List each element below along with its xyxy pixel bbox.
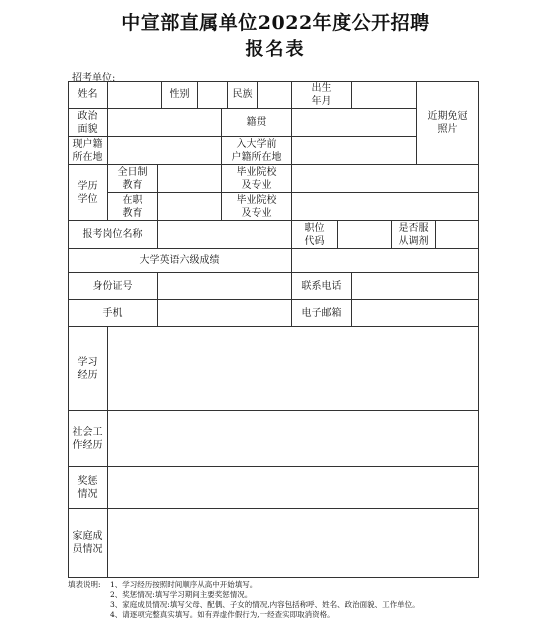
label-education: 学历 学位 — [68, 165, 108, 221]
label-school-major-parttime: 毕业院校 及专业 — [222, 193, 292, 221]
form-subtitle: 报名表 — [245, 39, 306, 60]
field-school-major-fulltime[interactable] — [292, 165, 479, 193]
label-native-place: 籍贯 — [222, 109, 292, 137]
label-accept-adjustment: 是否服 从调剂 — [392, 221, 436, 249]
field-hukou[interactable] — [108, 137, 222, 165]
label-email: 电子邮箱 — [292, 300, 352, 327]
notes-label: 填表说明: — [68, 580, 101, 589]
label-gender: 性别 — [162, 81, 198, 109]
field-cet6-score[interactable] — [292, 249, 479, 273]
field-parttime-education[interactable] — [158, 193, 222, 221]
label-school-major-fulltime: 毕业院校 及专业 — [222, 165, 292, 193]
field-ethnicity[interactable] — [258, 81, 292, 109]
label-birth: 出生 年月 — [292, 81, 352, 109]
label-id-number: 身份证号 — [68, 273, 158, 300]
field-id-number[interactable] — [158, 273, 292, 300]
field-email[interactable] — [352, 300, 479, 327]
field-birth[interactable] — [352, 81, 417, 109]
label-rewards: 奖惩 情况 — [68, 467, 108, 509]
field-accept-adjustment[interactable] — [436, 221, 479, 249]
label-name: 姓名 — [68, 81, 108, 109]
field-name[interactable] — [108, 81, 162, 109]
note-item: 3、家庭成员情况:填写父母、配偶、子女的情况,内容包括称呼、姓名、政治面貌、工作单位。 — [110, 600, 420, 609]
label-position-name: 报考岗位名称 — [68, 221, 158, 249]
field-rewards[interactable] — [108, 467, 479, 509]
field-fulltime-education[interactable] — [158, 165, 222, 193]
label-ethnicity: 民族 — [228, 81, 258, 109]
note-item: 4、请逐项完整真实填写。如有弄虚作假行为,一经查实即取消资格。 — [110, 610, 335, 619]
field-family[interactable] — [108, 509, 479, 578]
field-position-name[interactable] — [158, 221, 292, 249]
field-politics[interactable] — [108, 109, 222, 137]
label-study-history: 学习 经历 — [68, 327, 108, 411]
field-school-major-parttime[interactable] — [292, 193, 479, 221]
field-study-history[interactable] — [108, 327, 479, 411]
field-position-code[interactable] — [338, 221, 392, 249]
label-family: 家庭成 员情况 — [68, 509, 108, 578]
label-parttime-education: 在职 教育 — [108, 193, 158, 221]
field-native-place[interactable] — [292, 109, 417, 137]
registration-form-table — [68, 81, 479, 578]
label-position-code: 职位 代码 — [292, 221, 338, 249]
label-politics: 政治 面貌 — [68, 109, 108, 137]
label-mobile: 手机 — [68, 300, 158, 327]
photo-box[interactable]: 近期免冠 照片 — [417, 81, 479, 165]
label-work-history: 社会工 作经历 — [68, 411, 108, 467]
field-mobile[interactable] — [158, 300, 292, 327]
label-hukou: 现户籍 所在地 — [68, 137, 108, 165]
note-item: 1、学习经历按照时间顺序从高中开始填写。 — [110, 580, 258, 589]
label-pre-college-hukou: 入大学前 户籍所在地 — [222, 137, 292, 165]
field-gender[interactable] — [198, 81, 228, 109]
field-pre-college-hukou[interactable] — [292, 137, 417, 165]
label-cet6-score: 大学英语六级成绩 — [68, 249, 292, 273]
label-contact-phone: 联系电话 — [292, 273, 352, 300]
label-fulltime-education: 全日制 教育 — [108, 165, 158, 193]
recruiting-unit-label: 招考单位: — [72, 73, 116, 84]
form-title: 中宣部直属单位2022年度公开招聘 — [121, 12, 430, 34]
form-notes — [68, 580, 498, 620]
note-item: 2、奖惩情况:填写学习期间主要奖惩情况。 — [110, 590, 253, 599]
field-work-history[interactable] — [108, 411, 479, 467]
field-contact-phone[interactable] — [352, 273, 479, 300]
